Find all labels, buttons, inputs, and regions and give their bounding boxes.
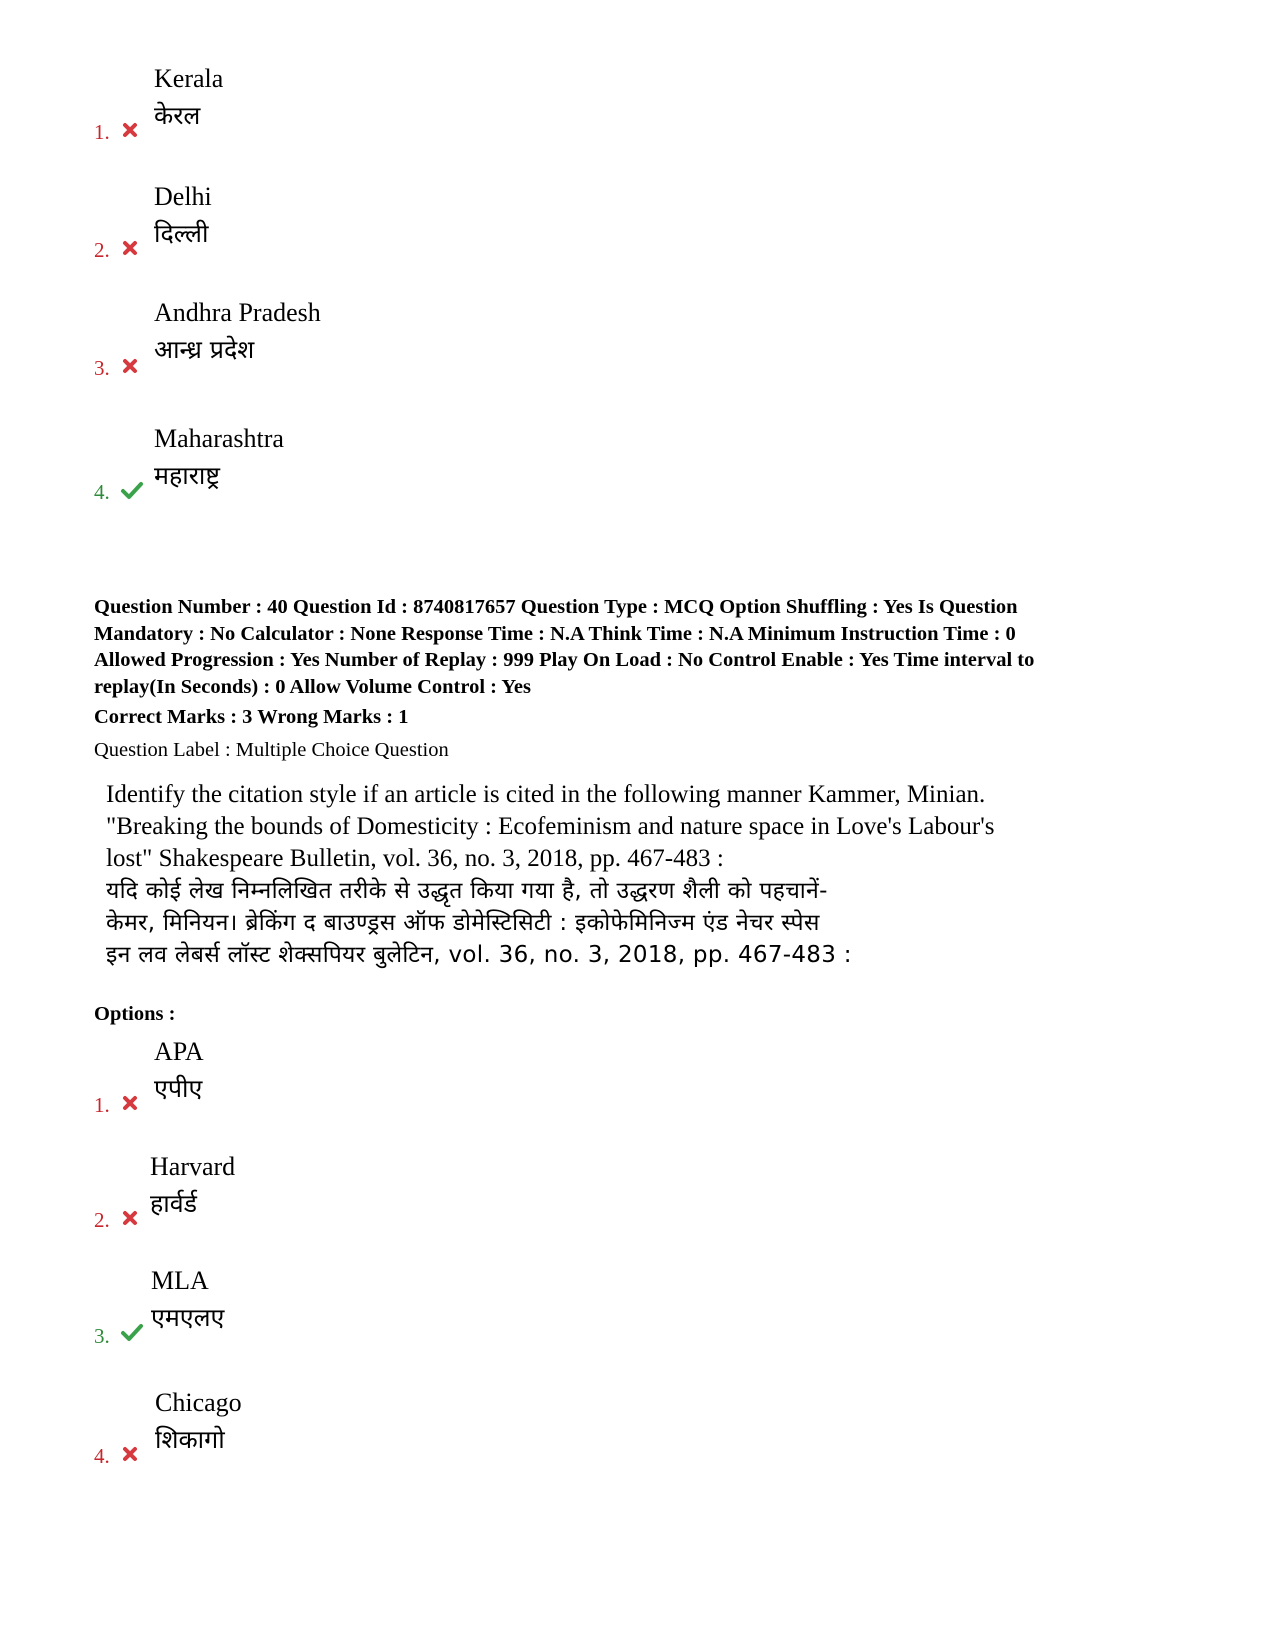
option-text-en: Maharashtra	[154, 424, 284, 453]
cross-icon	[120, 1208, 140, 1228]
options-heading: Options :	[94, 1003, 176, 1025]
meta-line: Allowed Progression : Yes Number of Replay : 999 Play On Load : No Control Enable : Yes Time interval to	[94, 649, 1035, 671]
question-label: Question Label : Multiple Choice Question	[94, 739, 449, 761]
option-text-en: MLA	[151, 1266, 209, 1295]
option-text-en: Kerala	[154, 64, 224, 93]
option-number: 1.	[94, 120, 110, 144]
option-number: 4.	[94, 1444, 110, 1468]
option-text-en: Andhra Pradesh	[154, 298, 321, 327]
question-line-hi: केमर, मिनियन। ब्रेकिंग द बाउण्ड्रस ऑफ डोमेस्टिसिटी : इकोफेमिनिज्म एंड नेचर स्पेस	[106, 910, 820, 936]
cross-icon	[120, 238, 140, 258]
option-text-hi: एमएलए	[151, 1303, 225, 1332]
option-text-en: Harvard	[150, 1152, 236, 1181]
cross-icon	[120, 1444, 140, 1464]
option-text-hi: शिकागो	[155, 1425, 225, 1454]
option-text-en: Delhi	[154, 182, 212, 211]
option-text-en: APA	[154, 1037, 204, 1066]
question-line-en: "Breaking the bounds of Domesticity : Ecofeminism and nature space in Love's Labour's	[106, 813, 995, 840]
question-marks: Correct Marks : 3 Wrong Marks : 1	[94, 706, 409, 728]
option-number: 4.	[94, 480, 110, 504]
meta-line: replay(In Seconds) : 0 Allow Volume Control : Yes	[94, 675, 531, 698]
option-number: 2.	[94, 1208, 110, 1232]
option-number: 3.	[94, 356, 110, 380]
question-line-en: Identify the citation style if an article is cited in the following manner Kammer, Minian.	[106, 781, 986, 808]
option-text-hi: महाराष्ट्र	[154, 461, 221, 490]
question-text	[106, 779, 1106, 971]
check-icon	[120, 1322, 144, 1342]
question-line-hi: यदि कोई लेख निम्नलिखित तरीके से उद्धृत किया गया है, तो उद्धरण शैली को पहचानें-	[106, 878, 828, 904]
option-number: 2.	[94, 238, 110, 262]
option-text-hi: हार्वर्ड	[150, 1189, 198, 1218]
option-number: 3.	[94, 1324, 110, 1348]
option-text-hi: आन्ध्र प्रदेश	[154, 335, 255, 364]
question-line-en: lost" Shakespeare Bulletin, vol. 36, no. 3, 2018, pp. 467-483 :	[106, 845, 724, 872]
meta-line: Mandatory : No Calculator : None Response Time : N.A Think Time : N.A Minimum Instruction Time : 0	[94, 622, 1016, 645]
question-metadata	[94, 594, 1224, 700]
cross-icon	[120, 356, 140, 376]
option-text-hi: केरल	[154, 101, 201, 130]
meta-line: Question Number : 40 Question Id : 8740817657 Question Type : MCQ Option Shuffling : Yes Is Question	[94, 596, 1018, 618]
cross-icon	[120, 1093, 140, 1113]
option-number: 1.	[94, 1093, 110, 1117]
option-text-hi: दिल्ली	[154, 219, 209, 248]
check-icon	[120, 480, 144, 500]
option-text-en: Chicago	[155, 1388, 242, 1417]
question-line-hi: इन लव लेबर्स लॉस्ट शेक्सपियर बुलेटिन, vol. 36, no. 3, 2018, pp. 467-483 :	[106, 942, 852, 968]
option-text-hi: एपीए	[154, 1074, 203, 1103]
cross-icon	[120, 120, 140, 140]
